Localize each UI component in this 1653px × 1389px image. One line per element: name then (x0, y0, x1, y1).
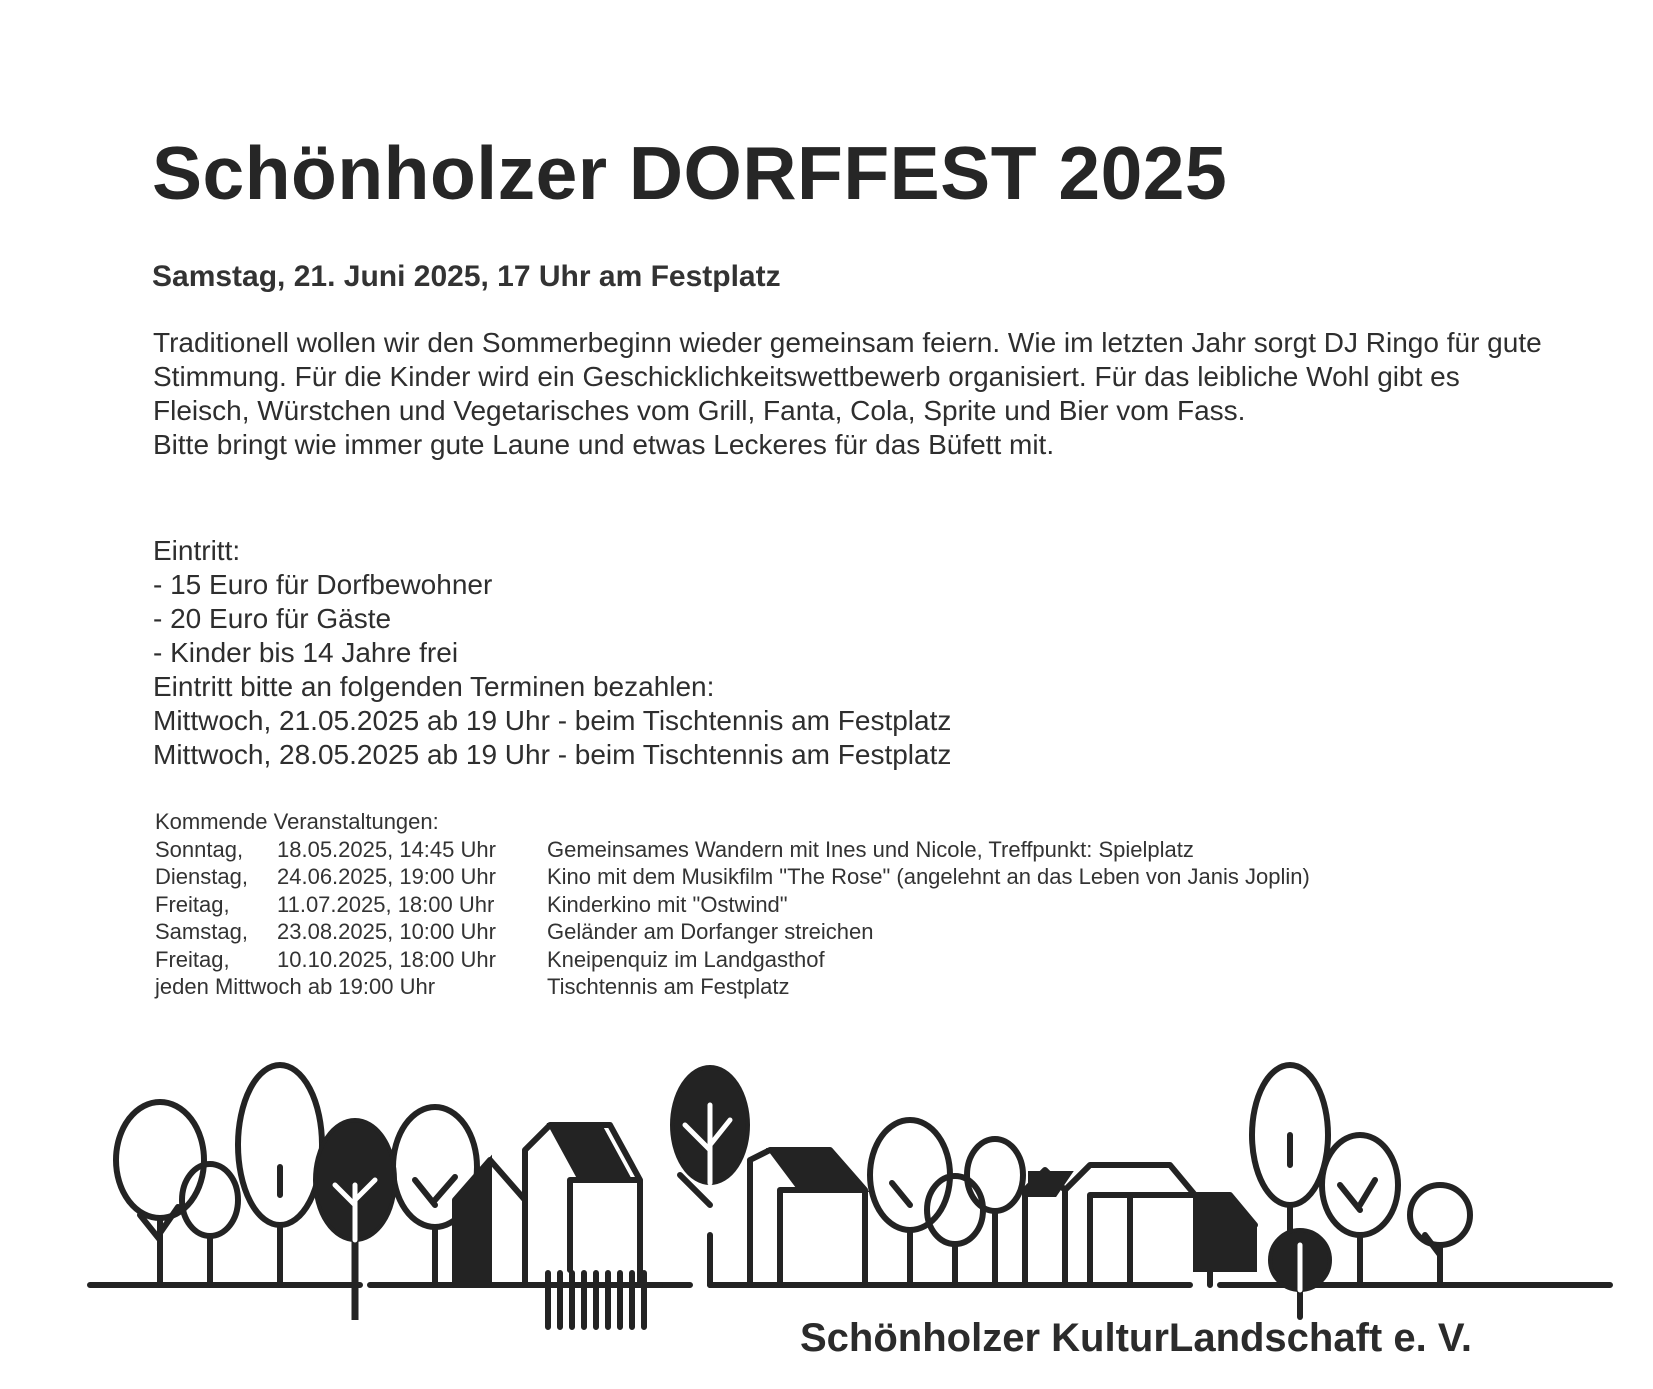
event-description: Kneipenquiz im Landgasthof (547, 946, 825, 972)
event-row-recurring (155, 973, 1310, 1001)
payment-note: Eintritt bitte an folgenden Terminen bezahlen: (153, 671, 715, 702)
price-item: - Kinder bis 14 Jahre frei (153, 637, 459, 668)
payment-date: Mittwoch, 28.05.2025 ab 19 Uhr - beim Tischtennis am Festplatz (153, 739, 952, 770)
event-date: 23.08.2025, 10:00 Uhr (277, 919, 496, 944)
event-row (155, 863, 1310, 891)
upcoming-events (155, 808, 1310, 1001)
intro-paragraph: Bitte bringt wie immer gute Laune und etwas Leckeres für das Büfett mit. (153, 429, 1055, 460)
event-description: Tischtennis am Festplatz (547, 974, 790, 999)
tree-outline-icon (870, 1120, 950, 1230)
event-row (155, 918, 1310, 946)
event-description: Kinderkino mit "Ostwind" (547, 891, 788, 917)
price-item: - 20 Euro für Gäste (153, 603, 392, 634)
price-item: - 15 Euro für Dorfbewohner (153, 569, 493, 600)
event-day: Samstag, (155, 919, 248, 944)
roof-dark-icon (550, 1125, 630, 1180)
events-heading: Kommende Veranstaltungen: (155, 809, 439, 834)
tree-outline-icon (967, 1139, 1023, 1211)
intro-text (153, 326, 1553, 462)
event-date: 24.06.2025, 19:00 Uhr (277, 864, 496, 889)
tree-outline-icon (1322, 1135, 1398, 1235)
tree-outline-icon (927, 1176, 983, 1244)
event-description: Geländer am Dorfanger streichen (547, 919, 874, 944)
house-dark-icon (455, 1160, 490, 1285)
event-row (155, 946, 1310, 974)
organization-name: Schönholzer KulturLandschaft e. V. (800, 1316, 1472, 1360)
event-row (155, 891, 1310, 919)
village-skyline-logo (70, 1055, 1620, 1335)
event-date: 10.10.2025, 18:00 Uhr (277, 946, 496, 972)
event-day: Freitag, (155, 946, 230, 972)
event-date: 11.07.2025, 18:00 Uhr (277, 891, 495, 917)
page-title: Schönholzer DORFFEST 2025 (152, 131, 1228, 215)
event-row (155, 836, 1310, 864)
payment-date: Mittwoch, 21.05.2025 ab 19 Uhr - beim Tischtennis am Festplatz (153, 705, 952, 736)
event-date-location: Samstag, 21. Juni 2025, 17 Uhr am Festplatz (152, 260, 781, 293)
house-dark-icon (1195, 1195, 1255, 1270)
event-day: Freitag, (155, 891, 230, 917)
tree-outline-icon (1410, 1185, 1470, 1245)
event-description: Kino mit dem Musikfilm "The Rose" (angelehnt an das Leben von Janis Joplin) (547, 864, 1310, 889)
tree-outline-icon (116, 1102, 204, 1218)
tree-outline-icon (238, 1065, 322, 1225)
entry-heading: Eintritt: (153, 535, 241, 566)
event-day: Sonntag, (155, 836, 244, 862)
house-icon (1065, 1165, 1195, 1285)
event-day: Dienstag, (155, 864, 248, 889)
event-recurring-time: jeden Mittwoch ab 19:00 Uhr (155, 974, 436, 999)
fence-icon (540, 1273, 660, 1327)
entry-section (153, 534, 951, 772)
intro-paragraph: Traditionell wollen wir den Sommerbeginn wieder gemeinsam feiern. Wie im letzten Jahr sorgt DJ Ringo für gute Stimmung. Für die Kinder wird ein Geschicklichkeitswettbewerb organisiert. Für das leibliche Wohl gibt es Fleisch, Würstchen und Vegetarisches vom Grill, Fanta, Cola, Sprite und Bier vom Fass. (153, 327, 1542, 426)
event-description: Gemeinsames Wandern mit Ines und Nicole, Treffpunkt: Spielplatz (547, 836, 1194, 862)
event-date: 18.05.2025, 14:45 Uhr (277, 836, 496, 862)
